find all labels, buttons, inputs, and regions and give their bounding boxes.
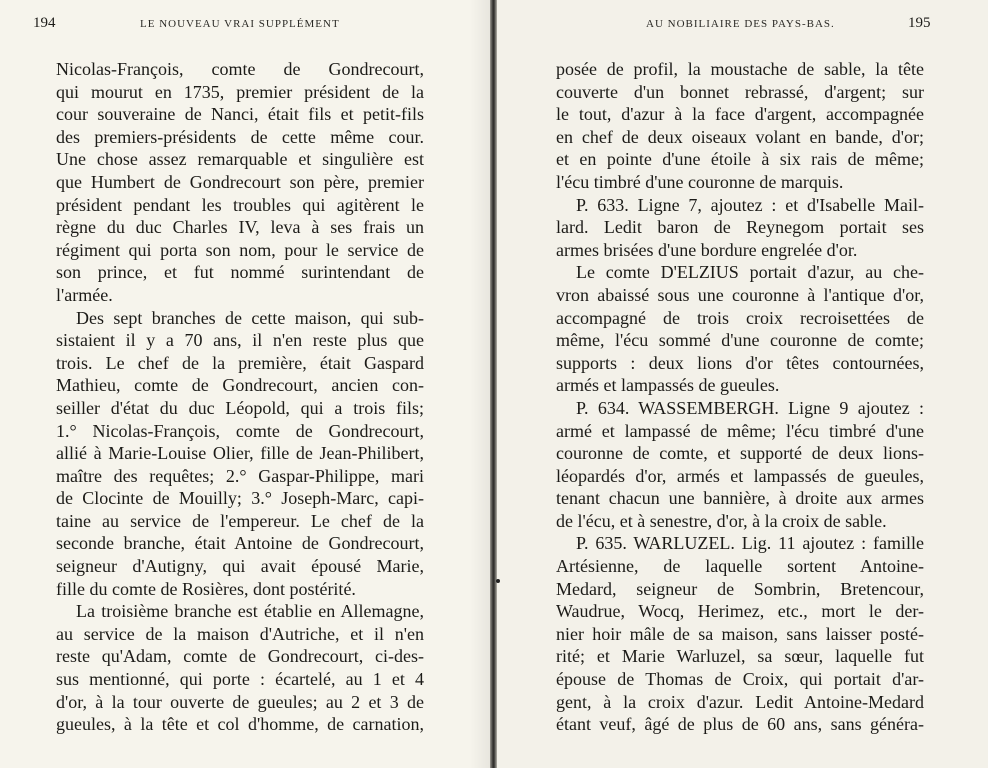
right-text-line: nier hoir mâle de sa maison, sans laisser posté- (556, 623, 924, 644)
right-text-line: épouse de Thomas de Croix, qui portait d'ar- (556, 669, 924, 690)
left-running-header: LE NOUVEAU VRAI SUPPLÉMENT (140, 18, 340, 30)
left-text-line: trois. Le chef de la première, était Gaspard (56, 352, 424, 373)
left-text-line: Nicolas-François, comte de Gondrecourt, (56, 59, 424, 79)
right-page (494, 0, 988, 768)
right-text-line: Artésienne, de laquelle sortent Antoine- (556, 556, 924, 577)
right-text-line: gent, à la croix d'azur. Ledit Antoine-Medard (556, 691, 924, 712)
left-text-line: sus mentionné, qui porte : écartelé, au 1 et 4 (56, 669, 424, 690)
left-text-line: règne du duc Charles IV, leva à ses frais un (56, 217, 424, 238)
right-text-line: et en pointe d'une étoile à six rais de même; (556, 149, 924, 170)
right-text-line: P. 635. WARLUZEL. Lig. 11 ajoutez : famille (576, 533, 924, 554)
right-text-line: couronne de comte, et supporté de deux lions- (556, 443, 924, 464)
left-text-line: Une chose assez remarquable et singulière est (56, 149, 424, 170)
right-text-line: rité; et Marie Warluzel, sa sœur, laquelle fut (556, 646, 924, 667)
book-gutter (490, 0, 497, 768)
right-text-line: couverte d'un bonnet rebrassé, d'argent; sur (556, 81, 924, 102)
left-text-line: taine au service de l'empereur. Le chef de la (56, 510, 424, 531)
left-text-line: régiment qui porta son nom, pour le service de (56, 239, 424, 260)
right-body-text (556, 58, 924, 736)
left-text-line: maître des requêtes; 2.° Gaspar-Philippe, mari (56, 465, 424, 486)
left-text-line: La troisième branche est établie en Allemagne, (76, 601, 424, 622)
right-text-line: accompagné de trois croix recroisettées de (556, 307, 924, 328)
right-text-line: armé et lampassé de même; l'écu timbré d'une (556, 420, 924, 441)
right-text-line: vron abaissé sous une couronne à l'antique d'or, (556, 284, 924, 305)
left-page-number: 194 (33, 15, 56, 31)
right-text-line: en chef de deux oiseaux volant en bande, d'or; (556, 126, 924, 147)
left-text-line: allié à Marie-Louise Olier, fille de Jean-Philibert, (56, 443, 424, 464)
left-text-line: fille du comte de Rosières, dont postérité. (56, 578, 356, 599)
right-text-line: l'écu timbré d'une couronne de marquis. (556, 171, 844, 192)
left-text-line: Des sept branches de cette maison, qui sub- (76, 307, 424, 328)
right-text-line: P. 633. Ligne 7, ajoutez : et d'Isabelle Mail- (576, 194, 924, 215)
right-text-line: étant veuf, âgé de plus de 60 ans, sans généra- (556, 714, 924, 735)
right-text-line: léopardés d'or, armés et lampassés de gueules, (556, 465, 924, 486)
right-text-line: armés et lampassés de gueules. (556, 375, 780, 396)
ink-speck (496, 579, 500, 583)
gutter-shadow (470, 0, 490, 768)
left-text-line: l'armée. (56, 284, 113, 305)
right-text-line: posée de profil, la moustache de sable, la tête (556, 59, 924, 79)
left-text-line: seigneur d'Autigny, qui avait épousé Marie, (56, 556, 424, 577)
right-text-line: supports : deux lions d'or têtes contournées, (556, 352, 924, 373)
left-text-line: seconde branche, était Antoine de Gondrecourt, (56, 533, 424, 554)
left-text-line: président pendant les troubles qui agitèrent le (56, 194, 424, 215)
right-text-line: le tout, d'azur à la face d'argent, accompagnée (556, 104, 924, 125)
right-text-line: même, l'écu sommé d'une couronne de comte; (556, 330, 924, 351)
left-text-line: son prince, et fut nommé surintendant de (56, 262, 424, 283)
right-page-number: 195 (908, 15, 931, 31)
left-text-line: de Clocinte de Mouilly; 3.° Joseph-Marc, capi- (56, 488, 424, 509)
left-body-text (56, 58, 424, 736)
left-text-line: qui mourut en 1735, premier président de la (56, 81, 424, 102)
left-text-line: au service de la maison d'Autriche, et il n'en (56, 623, 424, 644)
right-text-line: tenant chacun une bannière, à droite aux armes (556, 488, 924, 509)
right-text-line: Medard, seigneur de Sombrin, Bretencour, (556, 578, 924, 599)
left-text-line: 1.° Nicolas-François, comte de Gondrecourt, (56, 420, 424, 441)
left-text-line: sistaient il y a 70 ans, il n'en reste plus que (56, 330, 424, 351)
left-text-line: des premiers-présidents de cette même cour. (56, 126, 424, 147)
left-text-line: Mathieu, comte de Gondrecourt, ancien con- (56, 375, 424, 396)
left-text-line: d'or, à la tour ouverte de gueules; au 2 et 3 de (56, 691, 424, 712)
right-text-line: Le comte D'ELZIUS portait d'azur, au che- (576, 262, 924, 283)
right-text-line: P. 634. WASSEMBERGH. Ligne 9 ajoutez : (576, 397, 924, 418)
right-text-line: armes brisées d'une bordure engrelée d'or. (556, 239, 858, 260)
left-text-line: seiller d'état du duc Léopold, qui a trois fils; (56, 397, 424, 418)
left-text-line: que Humbert de Gondrecourt son père, premier (56, 171, 424, 192)
left-text-line: reste qu'Adam, comte de Gondrecourt, ci-des- (56, 646, 424, 667)
left-text-line: cour souveraine de Nanci, était fils et petit-fils (56, 104, 424, 125)
right-text-line: de l'écu, et à senestre, d'or, à la croix de sable. (556, 510, 887, 531)
right-text-line: Waudrue, Wocq, Herimez, etc., mort le der- (556, 601, 924, 622)
right-text-line: lard. Ledit baron de Reynegom portait ses (556, 217, 924, 238)
left-text-line: gueules, à la tête et col d'homme, de carnation, (56, 714, 424, 735)
right-running-header: AU NOBILIAIRE DES PAYS-BAS. (646, 18, 835, 30)
